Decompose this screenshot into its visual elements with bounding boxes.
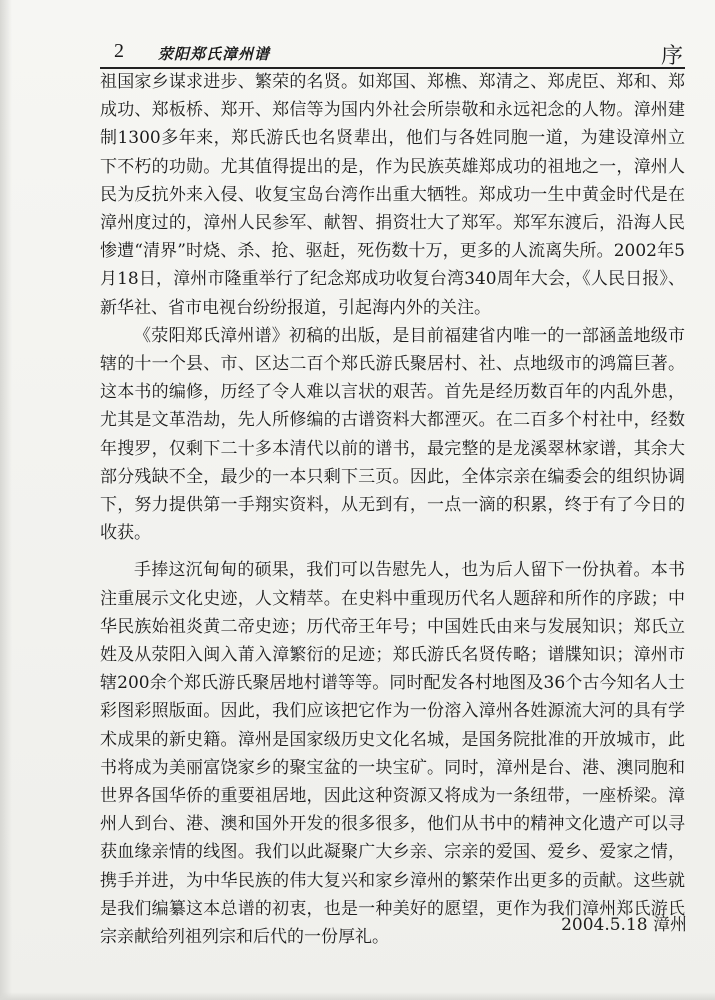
running-book-title: 荥阳郑氏漳州谱 [158,45,271,63]
section-title: 序 [660,44,683,69]
paragraph-book-publication: 《荥阳郑氏漳州谱》初稿的出版，是目前福建省内唯一的一部涵盖地级市辖的十一个县、市、区达二百个郑氏游氏聚居村、社、点地级市的鸿篇巨著。这本书的编修，历经了令人难以言状的艰苦。首先是经历数百年的内乱外患，尤其是文革浩劫，先人所修编的古谱资料大都湮灭。在二百多个村社中，经数年搜罗，仅剩下二十多本清代以前的谱书，最完整的是龙溪翠林家谱，其余大部分残缺不全，最少的一本只剩下三页。因此，全体宗亲在编委会的组织协调下，努力提供第一手翔实资料，从无到有，一点一滴的积累，终于有了今日的收获。 [100,325,685,544]
paragraph-book-value: 手捧这沉甸甸的硕果，我们可以告慰先人，也为后人留下一份执着。本书注重展示文化史迹，人文精萃。在史料中重现历代名人题辞和所作的序跋；中华民族始祖炎黄二帝史迹；历代帝王年号；中国姓氏由来与发展知识；郑氏立姓及从荥阳入闽入莆入漳繁衍的足迹；郑氏游氏名贤传略；谱牒知识；漳州市辖200余个郑氏游氏聚居地村谱等等。同时配发各村地图及36个古今知名人士彩图彩照版面。因此，我们应该把它作为一份溶入漳州各姓源流大河的具有学术成果的新史籍。漳州是国家级历史文化名城，是国务院批准的开放城市，此书将成为美丽富饶家乡的聚宝盆的一块宝矿。同时，漳州是台、港、澳同胞和世界各国华侨的重要祖居地，因此这种资源又将成为一条纽带，一座桥梁。漳州人到台、港、澳和国外开发的很多很多，他们从书中的精神文化遗产可以寻获血缘亲情的线图。我们以此凝聚广大乡亲、宗亲的爱国、爱乡、爱家之情，携手并进，为中华民族的伟大复兴和家乡漳州的繁荣作出更多的贡献。这些就是我们编纂这本总谱的初衷，也是一种美好的愿望，更作为我们漳州郑氏游氏宗亲献给列祖列宗和后代的一份厚礼。 [100,560,685,948]
scan-left-shadow [0,0,12,1000]
paragraph-continuation: 祖国家乡谋求进步、繁荣的名贤。如郑国、郑樵、郑清之、郑虎臣、郑和、郑成功、郑板桥、郑开、郑信等为国内外社会所崇敬和永远祀念的人物。漳州建制1300多年来，郑氏游氏也名贤辈出，他们与各姓同胞一道，为建设漳州立下不朽的功勋。尤其值得提出的是，作为民族英雄郑成功的祖地之一，漳州人民为反抗外来入侵、收复宝岛台湾作出重大牺牲。郑成功一生中黄金时代是在漳州度过的，漳州人民参军、献智、捐资壮大了郑军。郑军东渡后，沿海人民惨遭“清界”时烧、杀、抢、驱赶，死伤数十万，更多的人流离失所。2002年5月18日，漳州市隆重举行了纪念郑成功收复台湾340周年大会，《人民日报》、新华社、省市电视台纷纷报道，引起海内外的关注。 [100,72,685,318]
preface-body [100,68,685,951]
date-place-signature: 2004.5.18 漳州 [561,915,687,935]
page-header [100,38,685,68]
scan-bottom-shadow [0,992,715,1000]
page-number: 2 [114,40,124,62]
